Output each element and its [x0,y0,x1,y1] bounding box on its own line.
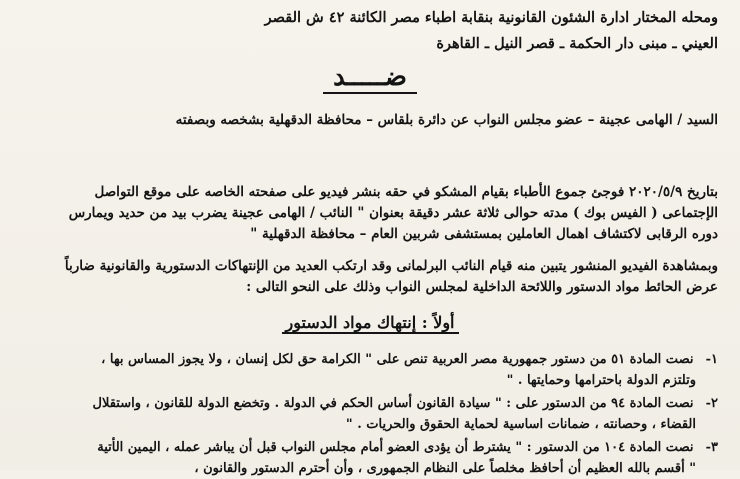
header-line-1: ومحله المختار ادارة الشئون القانونية بنقابة اطباء مصر الكائنة ٤٢ ش القصر [264,9,718,26]
item-2-line2: القضاء ، وحصانته ، ضمانات اساسية لحماية الحقوق والحريات . " [345,417,696,432]
item-3-text: نصت المادة ١٠٤ من الدستور : " يشترط أن يؤدى العضو أمام مجلس النواب قبل أن يباشر عمله ، اليمين الأتية [97,440,694,455]
item-2-text: نصت المادة ٩٤ من الدستور على : " سيادة القانون أساس الحكم في الدولة . وتخضع الدولة للقانون ، واستقلال [92,396,694,411]
defendant-line: السيد / الهامى عجينة – عضو مجلس النواب عن دائرة بلقاس – محافظة الدقهلية بشخصه وبصفته [175,112,718,128]
item-3-number: ٣- [705,440,718,455]
item-1-number: ١- [705,352,718,367]
paragraph2-line2: عرض الحائط مواد الدستور واللائحة الداخلية لمجلس النواب وذلك على النحو التالى : [246,279,718,295]
paragraph1-line1: بتاريخ ٢٠٢٠/٥/٩ فوجئ جموع الأطباء بقيام المشكو في حقه بنشر فيديو على صفحته الخاصه على موقع التواصل [94,184,718,200]
section-heading [0,312,740,334]
paragraph1-line3: دوره الرقابى لاكتشاف اهمال العاملين بمستشفى شربين العام – محافظة الدقهلية " [250,226,718,242]
header-line-2: العيني ـ مبنى دار الحكمة ـ قصر النيل ـ القاهرة [436,35,718,52]
item-3-line1 [97,438,718,458]
item-1-line2: وتلتزم الدولة باحترامها وحمايتها . " [506,373,696,388]
item-1-line1 [101,350,718,370]
paragraph1-line2: الإجتماعى ( الفيس بوك ) مدته حوالى ثلاثة عشر دقيقة بعنوان " النائب / الهامى عجينة يضرب بيد من حديد ويمارس [68,205,718,221]
item-3-line2: " أقسم بالله العظيم أن أحافظ مخلصاً على النظام الجمهورى ، وأن أحترم الدستور والقانون ، [194,461,696,476]
item-2-number: ٢- [705,396,718,411]
item-1-text: نصت المادة ٥١ من دستور جمهورية مصر العربية تنص على " الكرامة حق لكل إنسان ، ولا يجوز المساس بها ، [101,352,694,367]
paragraph2-line1: وبمشاهدة الفيديو المنشور يتبين منه قيام النائب البرلمانى وقد ارتكب العديد من الإنتهاكات الدستورية والقانونية ضارباً [64,258,718,274]
section-heading-text: أولاً : إنتهاك مواد الدستور [282,313,459,334]
document-title [0,62,740,92]
item-2-line1 [93,394,718,414]
title-text: ضـــــد [323,62,417,94]
